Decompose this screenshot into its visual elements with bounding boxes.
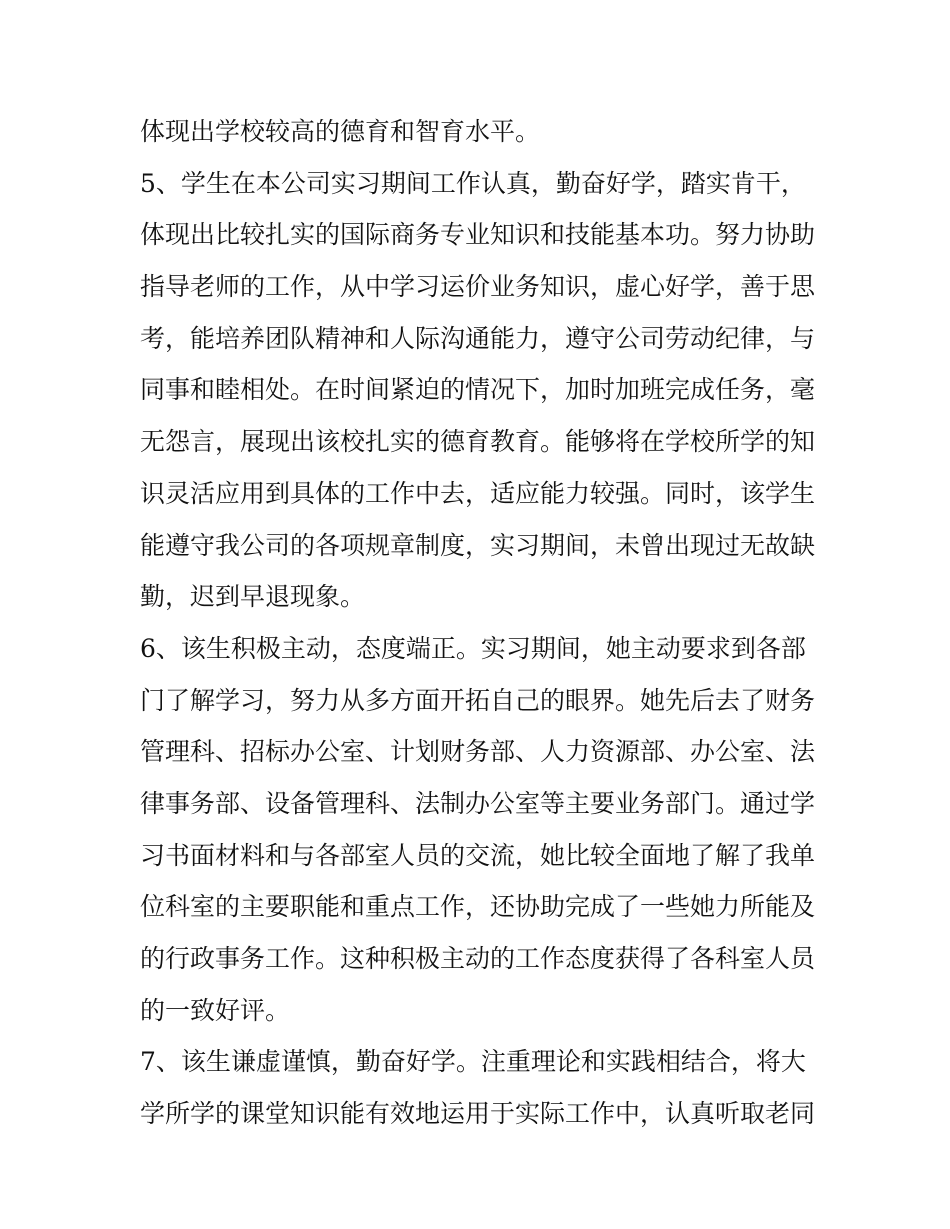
text-line: 门了解学习，努力从多方面开拓自己的眼界。她先后去了财务 (140, 685, 816, 715)
text-line: 考，能培养团队精神和人际沟通能力，遵守公司劳动纪律，与 (140, 323, 816, 353)
text-line: 的一致好评。 (140, 995, 291, 1025)
text-line: 无怨言，展现出该校扎实的德育教育。能够将在学校所学的知 (140, 427, 816, 457)
text-line: 体现出学校较高的德育和智育水平。 (140, 117, 541, 146)
document-body (140, 106, 820, 1140)
text-line: 5、学生在本公司实习期间工作认真，勤奋好学，踏实肯干， (140, 168, 806, 198)
text-line: 6、该生积极主动，态度端正。实习期间，她主动要求到各部 (140, 633, 806, 663)
text-line: 习书面材料和与各部室人员的交流，她比较全面地了解了我单 (140, 840, 816, 870)
text-line: 能遵守我公司的各项规章制度，实习期间，未曾出现过无故缺 (140, 530, 816, 560)
text-line: 位科室的主要职能和重点工作，还协助完成了一些她力所能及 (140, 892, 816, 922)
text-line: 7、该生谦虚谨慎，勤奋好学。注重理论和实践相结合，将大 (140, 1047, 806, 1077)
text-line: 指导老师的工作，从中学习运价业务知识，虚心好学，善于思 (140, 272, 816, 302)
text-line: 学所学的课堂知识能有效地运用于实际工作中，认真听取老同 (140, 1099, 816, 1129)
text-line: 管理科、招标办公室、计划财务部、人力资源部、办公室、法 (140, 737, 816, 767)
text-line: 的行政事务工作。这种积极主动的工作态度获得了各科室人员 (140, 944, 816, 973)
text-line: 识灵活应用到具体的工作中去，适应能力较强。同时，该学生 (140, 478, 816, 508)
text-line: 律事务部、设备管理科、法制办公室等主要业务部门。通过学 (140, 788, 816, 818)
text-line: 勤，迟到早退现象。 (140, 582, 366, 612)
text-line: 体现出比较扎实的国际商务专业知识和技能基本功。努力协助 (140, 220, 816, 250)
text-line: 同事和睦相处。在时间紧迫的情况下，加时加班完成任务，毫 (140, 375, 816, 405)
